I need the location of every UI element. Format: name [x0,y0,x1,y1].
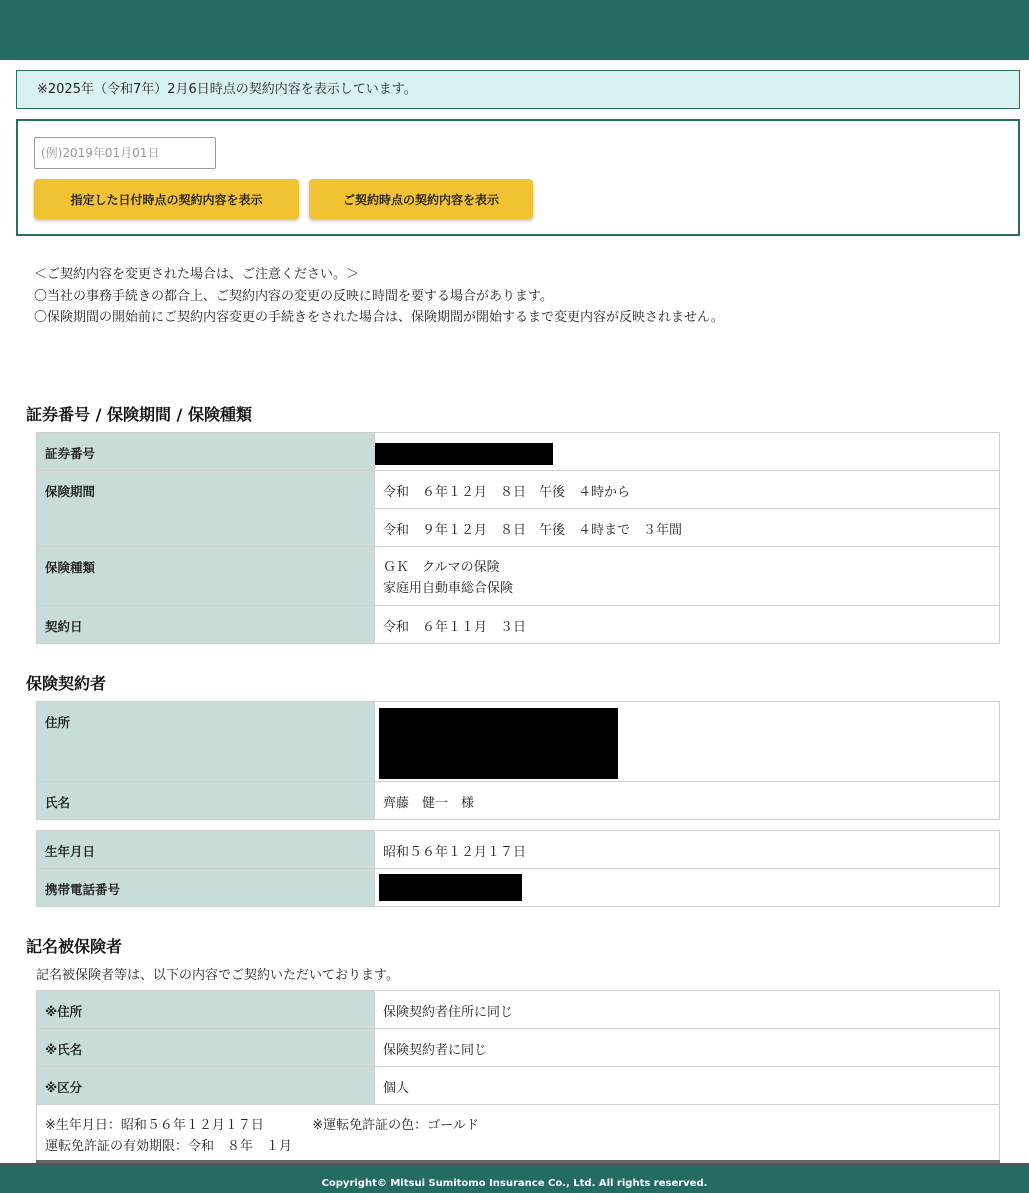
insurance-type-value [375,547,1000,606]
caution-line: 〇保険期間の開始前にご契約内容変更の手続きをされた場合は、保険期間が開始するまで変更内容が反映されません。 [34,310,724,325]
license-color-text: ※運転免許証の色：ゴールド [312,1118,479,1133]
footer-copyright: Copyright© Mitsui Sumitomo Insurance Co., Ltd. All rights reserved. [0,1163,1029,1193]
policy-number-label: 証券番号 [37,433,375,471]
redacted-policy-number [375,443,553,465]
contract-date-label: 契約日 [37,606,375,644]
name-value: 齊藤 健一 様 [375,782,1000,820]
address-value [375,702,1000,782]
birthdate-label: 生年月日 [37,831,375,869]
show-date-contract-button[interactable]: 指定した日付時点の契約内容を表示 [34,179,299,219]
mobile-value [375,869,1000,907]
caution-heading: ＜ご契約内容を変更された場合は、ご注意ください。＞ [34,267,360,282]
date-search-panel [16,119,1020,236]
birthdate-value: 昭和５６年１２月１７日 [375,831,1000,869]
policy-number-value [375,433,1000,471]
period-to: 令和 ９年１２月 ８日 午後 ４時まで ３年間 [375,509,1000,547]
period-label: 保険期間 [37,471,375,547]
insured-name-value: 保険契約者に同じ [375,1029,1000,1067]
insured-address-label: ※住所 [37,991,375,1029]
insured-section-title: 記名被保険者 [26,937,123,956]
show-original-contract-button[interactable]: ご契約時点の契約内容を表示 [309,179,533,219]
caution-line: 〇当社の事務手続きの都合上、ご契約内容の変更の反映に時間を要する場合があります。 [34,288,553,304]
caution-notes [34,264,724,329]
holder-section-title: 保険契約者 [26,674,107,693]
period-from: 令和 ６年１２月 ８日 午後 ４時から [375,471,1000,509]
insured-category-label: ※区分 [37,1067,375,1105]
insurance-type-line: 家庭用自動車総合保険 [383,581,514,596]
contract-date-value: 令和 ６年１１月 ３日 [375,606,1000,644]
header-bar [0,0,1029,60]
insurance-type-label: 保険種類 [37,547,375,606]
mobile-label: 携帯電話番号 [37,869,375,907]
insured-birthdate-text: ※生年月日：昭和５６年１２月１７日 [45,1118,264,1133]
insurance-type-line: ＧＫ クルマの保険 [383,560,500,575]
insured-note: 記名被保険者等は、以下の内容でご契約いただいております。 [36,968,399,983]
holder-table [36,701,1000,820]
name-label: 氏名 [37,782,375,820]
insured-table [36,990,1000,1165]
notice-banner: ※2025年（令和7年）2月6日時点の契約内容を表示しています。 [16,70,1020,109]
insured-name-label: ※氏名 [37,1029,375,1067]
policy-section-title: 証券番号 / 保険期間 / 保険種類 [26,405,252,424]
holder-contact-table [36,830,1000,907]
policy-table [36,432,1000,644]
date-input[interactable] [34,137,216,169]
redacted-address [379,708,618,779]
redacted-mobile [379,874,522,901]
insured-category-value: 個人 [375,1067,1000,1105]
address-label: 住所 [37,702,375,782]
insured-details [37,1105,1000,1165]
insured-address-value: 保険契約者住所に同じ [375,991,1000,1029]
license-expiry-text: 運転免許証の有効期限：令和 ８年 １月 [45,1139,293,1154]
